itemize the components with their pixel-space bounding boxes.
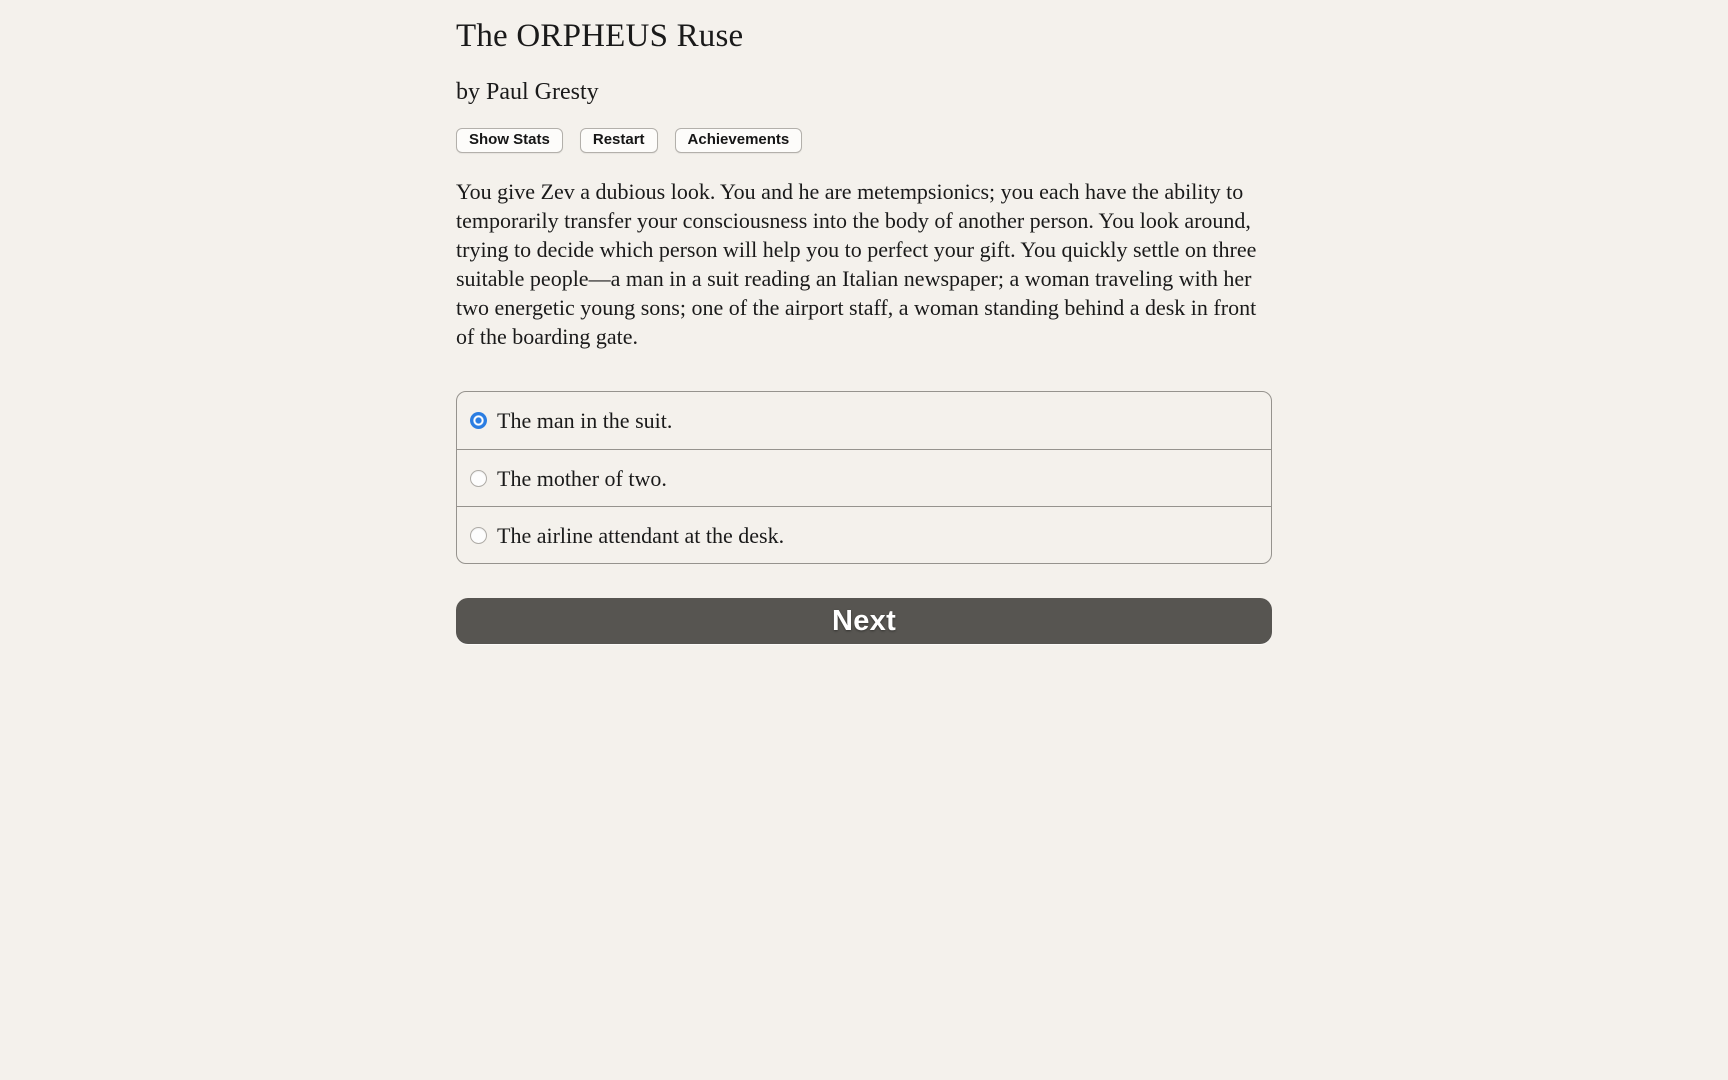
choice-option-airline-attendant[interactable]: [457, 506, 1271, 563]
story-paragraph: You give Zev a dubious look. You and he are metempsionics; you each have the ability to temporarily transfer your consciousness into the body of another person. You look around, trying to decide which person will help you to perfect your gift. You quickly settle on three suitable people—a man in a suit reading an Italian newspaper; a woman traveling with her two energetic young sons; one of the airport staff, a woman standing behind a desk in front of the boarding gate.: [456, 179, 1257, 349]
author-line: by Paul Gresty: [456, 79, 599, 105]
choice-label: The mother of two.: [497, 465, 667, 491]
choice-option-mother-of-two[interactable]: [457, 449, 1271, 506]
radio-unselected-icon[interactable]: [470, 470, 487, 487]
page-title: The ORPHEUS Ruse: [456, 18, 744, 54]
radio-unselected-icon[interactable]: [470, 527, 487, 544]
radio-selected-icon[interactable]: [470, 412, 487, 429]
content-column: [456, 0, 1272, 644]
choice-label: The airline attendant at the desk.: [497, 522, 785, 548]
achievements-button[interactable]: Achievements: [675, 128, 803, 153]
choice-option-man-in-suit[interactable]: [457, 392, 1271, 449]
toolbar: [456, 128, 1272, 153]
restart-button[interactable]: Restart: [580, 128, 658, 153]
choice-label: The man in the suit.: [497, 408, 673, 433]
show-stats-button[interactable]: Show Stats: [456, 128, 563, 153]
next-button[interactable]: Next: [456, 598, 1272, 644]
choice-list: [456, 391, 1272, 564]
